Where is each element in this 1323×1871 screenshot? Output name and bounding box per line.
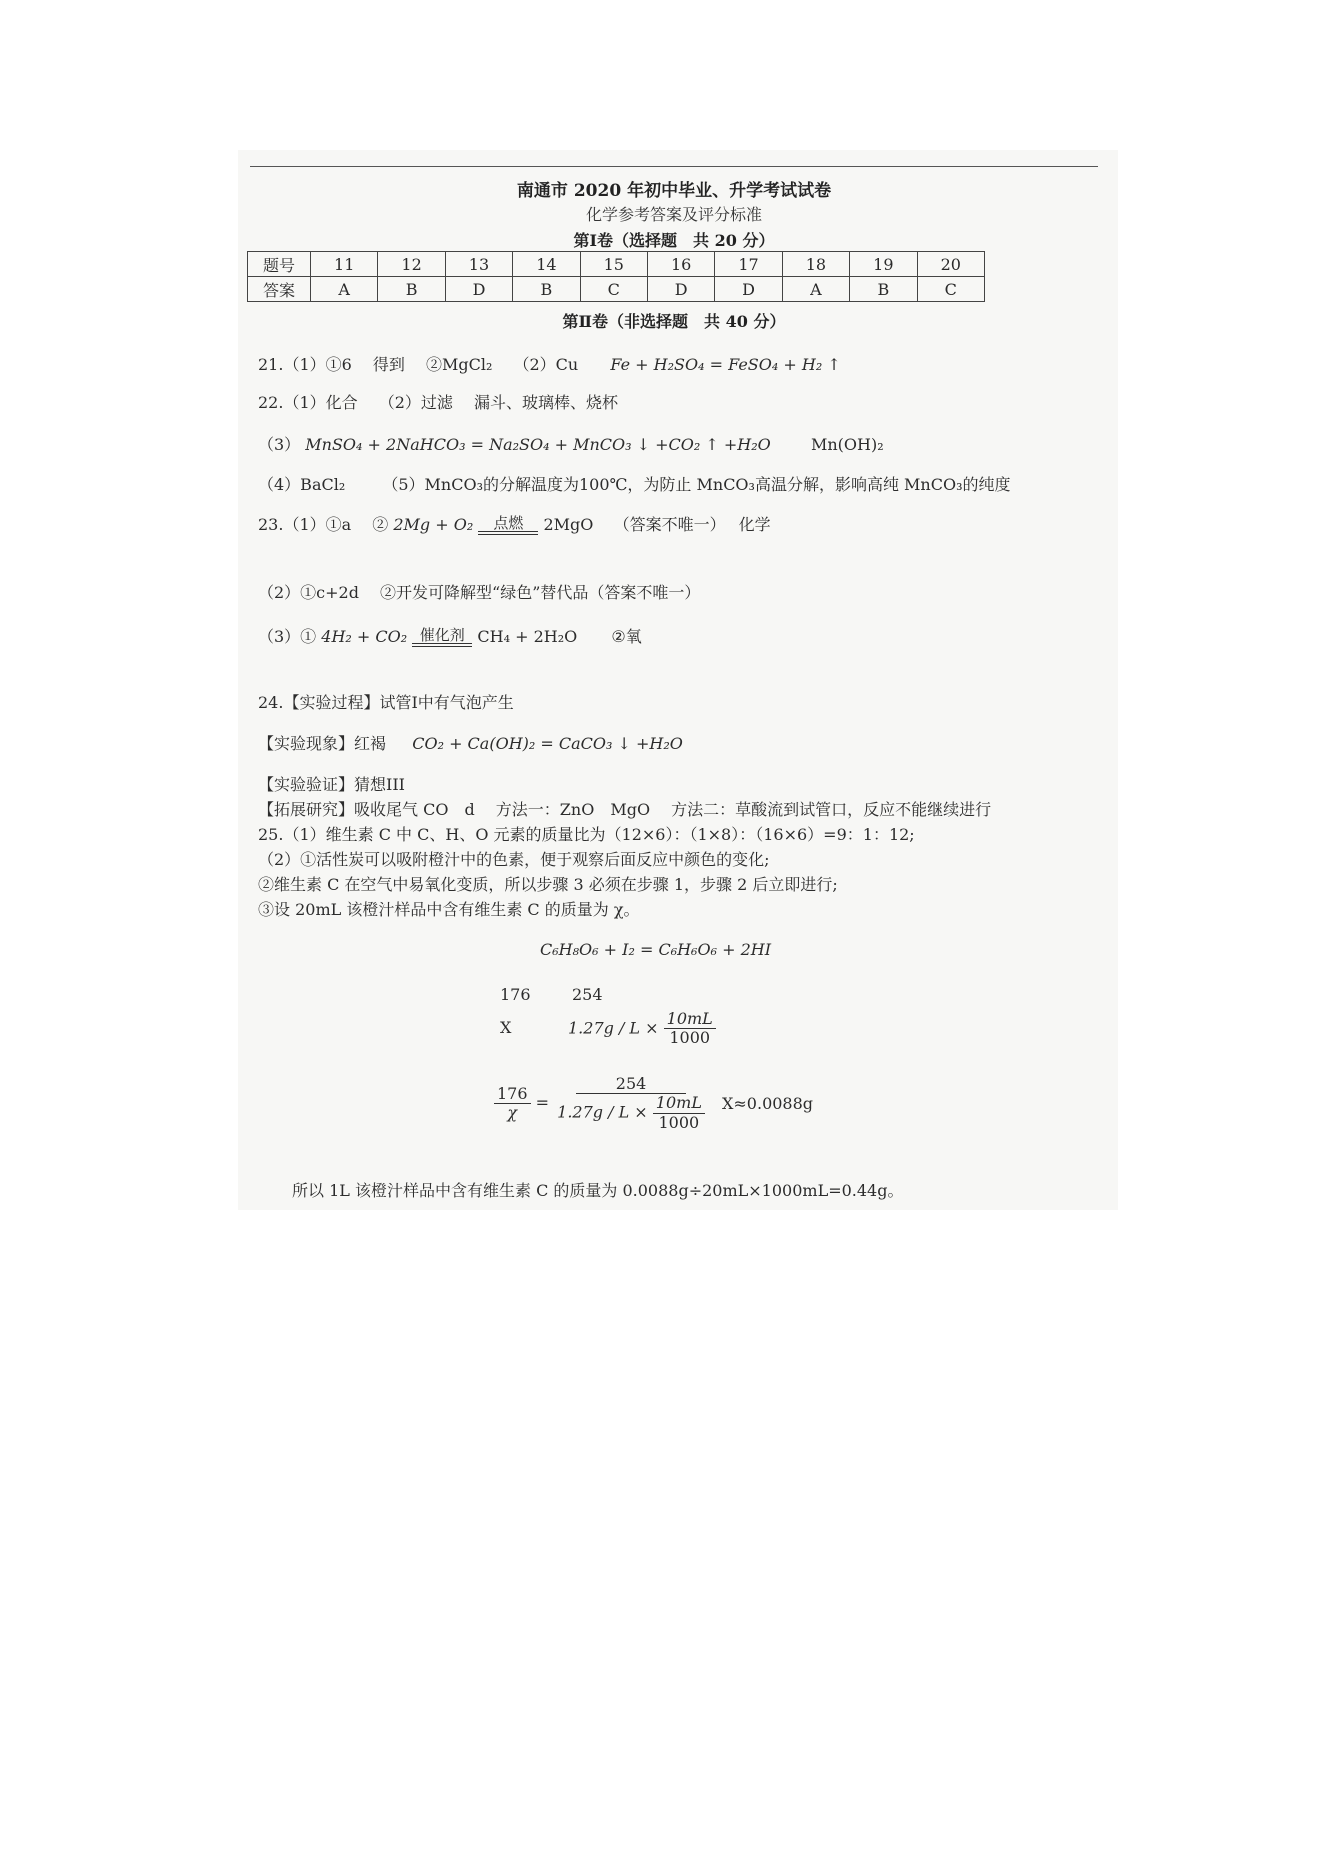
- ratio-right: [554, 1075, 708, 1132]
- q21-equation: Fe + H₂SO₄ = FeSO₄ + H₂ ↑: [610, 355, 841, 374]
- exam-subtitle: 化学参考答案及评分标准: [585, 205, 762, 224]
- row-label-question: 题号: [248, 252, 311, 277]
- q22-line4: （4）BaCl₂ （5）MnCO₃的分解温度为100℃，为防止 MnCO₃高温分解，影响高纯 MnCO₃的纯度: [258, 475, 1011, 494]
- answer-cell: B: [850, 277, 917, 302]
- answer-cell: B: [513, 277, 580, 302]
- q22-line3-prefix: （3）: [258, 435, 301, 454]
- q25-line1: 25.（1）维生素 C 中 C、H、O 元素的质量比为（12×6）：（1×8）：（16×6）=9：1：12;: [258, 825, 915, 844]
- question-number: 15: [580, 252, 647, 277]
- question-number: 20: [917, 252, 984, 277]
- q22-line3-suffix: Mn(OH)₂: [810, 435, 884, 454]
- q25-iodine-amount: [568, 1010, 716, 1048]
- answer-cell: D: [715, 277, 782, 302]
- q23-line3-suffix: ②氧: [611, 627, 642, 646]
- q23-line1-suffix: （答案不唯一） 化学: [613, 515, 771, 534]
- part1-heading: 第Ⅰ卷（选择题 共 20 分）: [573, 231, 775, 250]
- q23-line1: [258, 512, 771, 535]
- condition-label: 点燃: [493, 514, 524, 532]
- question-number: 17: [715, 252, 782, 277]
- answer-cell: A: [311, 277, 378, 302]
- q25-mass-i2: 254: [572, 985, 603, 1004]
- q24-phenomenon: [258, 731, 683, 754]
- fraction-numerator: 254: [576, 1075, 687, 1094]
- question-number: 13: [445, 252, 512, 277]
- q24-process: 24.【实验过程】试管I中有气泡产生: [258, 693, 514, 712]
- part2-heading: 第Ⅱ卷（非选择题 共 40 分）: [562, 312, 786, 331]
- q25-line3: ②维生素 C 在空气中易氧化变质，所以步骤 3 必须在步骤 1，步骤 2 后立即进行;: [258, 875, 838, 894]
- q24-phenomenon-prefix: 【实验现象】红褐: [258, 734, 387, 753]
- fraction-denominator: χ: [507, 1103, 518, 1123]
- q25-line2: （2）①活性炭可以吸附橙汁中的色素，便于观察后面反应中颜色的变化;: [258, 850, 770, 869]
- condition-label: 催化剂: [419, 626, 465, 644]
- question-number: 18: [782, 252, 849, 277]
- q25-ratio: [494, 1075, 708, 1132]
- question-number: 16: [647, 252, 714, 277]
- x-label: X: [500, 1018, 512, 1037]
- q21-line: [258, 352, 841, 375]
- reaction-condition-arrow: [478, 516, 538, 535]
- equals-bar: [412, 643, 472, 647]
- conc-text: 1.27g / L ×: [557, 1102, 648, 1122]
- equals-sign: =: [535, 1093, 550, 1113]
- question-number: 11: [311, 252, 378, 277]
- top-rule: [250, 166, 1098, 167]
- q25-mass-vc: 176: [500, 985, 531, 1004]
- q25-line4: ③设 20mL 该橙汁样品中含有维生素 C 的质量为 χ。: [258, 900, 640, 919]
- exam-title: 南通市 2020 年初中毕业、升学考试试卷: [516, 181, 832, 201]
- q21-text: 21.（1）①6 得到 ②MgCl₂ （2）Cu: [258, 355, 579, 374]
- question-number-row: [248, 252, 985, 277]
- q23-line1-prefix: 23.（1）①a ②: [258, 515, 389, 534]
- q23-line2: （2）①c+2d ②开发可降解型“绿色”替代品（答案不唯一）: [258, 583, 701, 602]
- answer-cell: D: [445, 277, 512, 302]
- fraction-denominator: 1000: [669, 1028, 711, 1048]
- answer-cell: A: [782, 277, 849, 302]
- answer-cell: C: [917, 277, 984, 302]
- answer-cell: C: [580, 277, 647, 302]
- answer-row: [248, 277, 985, 302]
- reaction-condition-arrow: [412, 628, 472, 647]
- fraction-numerator: 176: [494, 1085, 531, 1104]
- question-number: 14: [513, 252, 580, 277]
- equals-bar: [478, 531, 538, 535]
- answer-cell: B: [378, 277, 445, 302]
- q24-extend: 【拓展研究】吸收尾气 CO d 方法一：ZnO MgO 方法二：草酸流到试管口，反应不能继续进行: [258, 800, 992, 819]
- fraction-numerator: 10mL: [664, 1010, 716, 1029]
- volume-fraction: [653, 1094, 705, 1132]
- question-number: 19: [850, 252, 917, 277]
- q22-line1: 22.（1）化合 （2）过滤 漏斗、玻璃棒、烧杯: [258, 393, 618, 412]
- q23-eq3-right: CH₄ + 2H₂O: [477, 627, 578, 646]
- row-label-answer: 答案: [248, 277, 311, 302]
- q22-equation: MnSO₄ + 2NaHCO₃ = Na₂SO₄ + MnCO₃ ↓ +CO₂ ↑ +H₂O: [305, 435, 771, 454]
- volume-fraction: [664, 1010, 716, 1048]
- q25-unknown: [500, 1018, 511, 1037]
- q23-eq3-left: 4H₂ + CO₂: [321, 627, 408, 646]
- question-number: 12: [378, 252, 445, 277]
- fraction-denominator: 1000: [658, 1112, 700, 1132]
- q24-equation: CO₂ + Ca(OH)₂ = CaCO₃ ↓ +H₂O: [412, 734, 683, 753]
- q24-verify: 【实验验证】猜想III: [258, 775, 405, 794]
- q23-eq-left: 2Mg + O₂: [393, 515, 474, 534]
- answer-table: [247, 251, 985, 302]
- q23-eq-right: 2MgO: [543, 515, 594, 534]
- conc-text: 1.27g / L ×: [568, 1018, 659, 1038]
- q25-result: X≈0.0088g: [722, 1094, 814, 1113]
- q23-line3-prefix: （3）①: [258, 627, 317, 646]
- answer-cell: D: [647, 277, 714, 302]
- q25-reaction: C₆H₈O₆ + I₂ = C₆H₆O₆ + 2HI: [540, 940, 772, 959]
- fraction-numerator: 10mL: [653, 1094, 705, 1113]
- q23-line3: [258, 624, 642, 647]
- ratio-left: [494, 1085, 531, 1123]
- q25-conclusion: 所以 1L 该橙汁样品中含有维生素 C 的质量为 0.0088g÷20mL×1000mL=0.44g。: [292, 1181, 904, 1200]
- q22-line3: [258, 432, 884, 455]
- fraction-denominator: [554, 1094, 708, 1132]
